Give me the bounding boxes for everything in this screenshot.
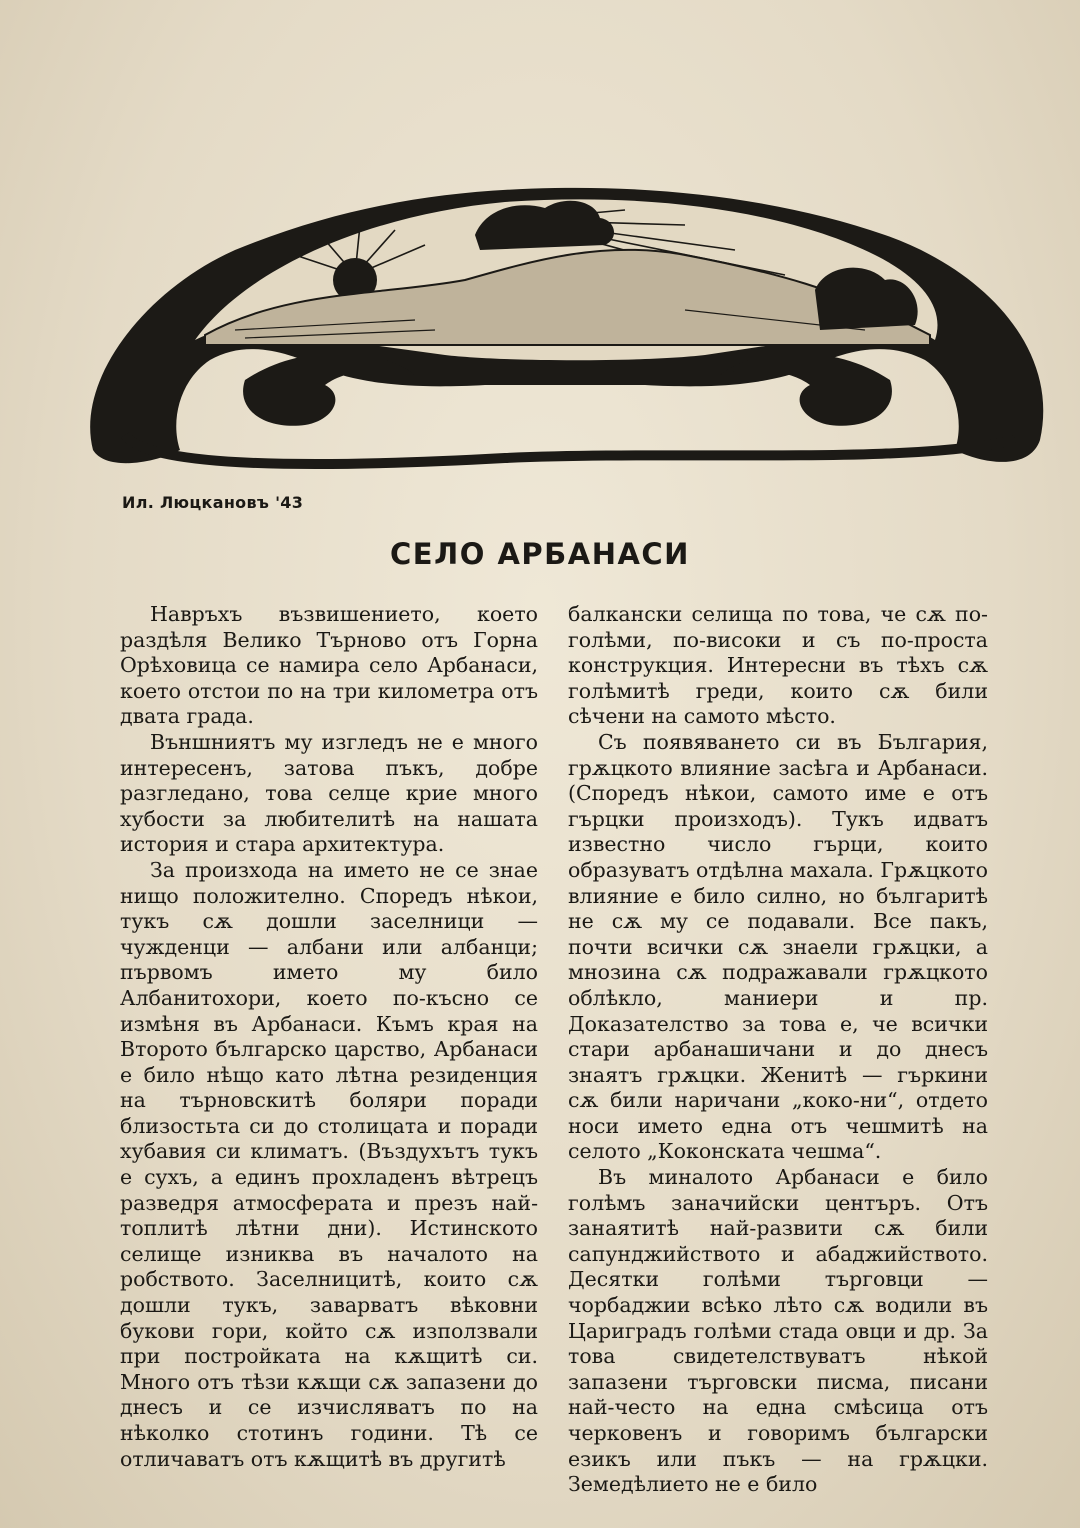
landscape-vignette-illustration — [85, 180, 1050, 470]
paragraph: Въ миналото Арбанаси е било голѣмъ заначийски центъръ. Отъ занаятитѣ най-развити сѫ били сапунджийството и абаджийството. Десятки голѣми търговци — чорбаджии всѣко лѣто сѫ водили въ Цариградъ голѣми стада овци и др. За това свидетелствуватъ нѣкой запазени търговски писма, писани най-често на една смѣсица отъ черковенъ и говоримъ български езикъ или пъкъ — на грѫцки. Земедѣлието не е било — [568, 1165, 988, 1497]
paragraph: За произхода на името не се знае нищо положително. Споредъ нѣкои, тукъ сѫ дошли заселници — чужденци — албани или албанци; първомъ името му било Албанитохори, което по-късно се измѣня въ Арбанаси. Къмъ края на Второто българско царство, Арбанаси е било нѣщо като лѣтна резиденция на търновскитѣ боляри поради близостьта си до столицата и поради хубавия си климатъ. (Въздухътъ тукъ е сухъ, а единъ прохладенъ вѣтрецъ разведря атмосферата и презъ най-топлитѣ лѣтни дни). Истинското селище изниква въ началото на робството. Заселницитѣ, които сѫ дошли тукъ, заварватъ вѣковни букови гори, който сѫ използвали при постройката на кѫщитѣ си. Много отъ тѣзи кѫщи сѫ запазени до днесъ и се изчисляватъ по на нѣколко стотинъ години. Тѣ се отличаватъ отъ кѫщитѣ въ другитѣ — [120, 857, 538, 1471]
left-text-column — [120, 602, 538, 1472]
right-text-column — [568, 602, 988, 1498]
paragraph: балкански селища по това, че сѫ по-голѣми, по-високи и съ по-проста конструкция. Интересни въ тѣхъ сѫ голѣмитѣ греди, които сѫ били сѣчени на самото мѣсто. — [568, 602, 988, 729]
illustration-credit: Ил. Люцкановъ '43 — [122, 493, 304, 512]
scroll-ornament-left — [243, 353, 415, 426]
scroll-ornament-right — [720, 353, 892, 426]
frame-bottom-loop — [125, 435, 1015, 464]
article-title: СЕЛО АРБАНАСИ — [390, 537, 690, 571]
paragraph: Навръхъ възвишението, което раздѣля Велико Търново отъ Горна Орѣховица се намира село Арбанаси, което отстои по на три километра отъ двата града. — [120, 602, 538, 729]
paragraph: Външниятъ му изгледъ не е много интересенъ, затова пъкъ, добре разгледано, това селце крие много хубости за любителитѣ на нашата история и стара архитектура. — [120, 729, 538, 857]
paragraph: Съ появяването си въ България, грѫцкото влияние засѣга и Арбанаси. (Споредъ нѣкои, самото име е отъ гърцки произходъ). Тукъ идватъ известно число гърци, които образуватъ отдѣлна махала. Грѫцкото влияние е било силно, но българитѣ не сѫ му се подавали. Все пакъ, почти всички сѫ знаели грѫцки, а мнозина сѫ подражавали грѫцкото облѣкло, маниери и пр. Доказателство за това е, че всички стари арбанашичани и до днесъ знаятъ грѫцки. Женитѣ — гъркини сѫ били наричани „коко-ни“, отдето носи името една отъ чешмитѣ на селото „Коконската чешма“. — [568, 729, 988, 1164]
vignette-svg — [85, 180, 1050, 470]
